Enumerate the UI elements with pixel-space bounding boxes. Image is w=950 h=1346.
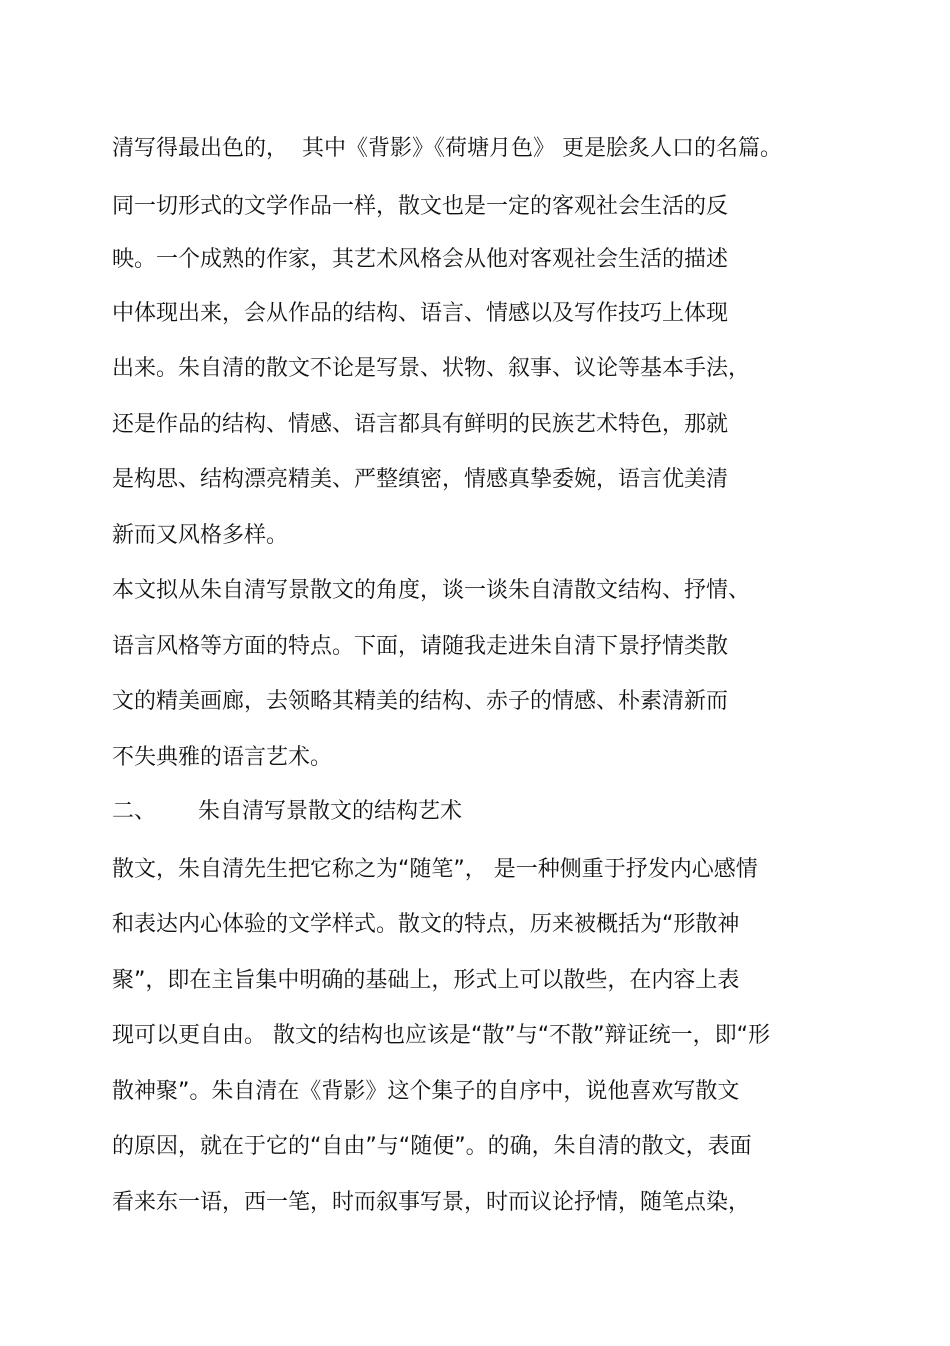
text-line: 中体现出来，会从作品的结构、语言、情感以及写作技巧上体现 bbox=[112, 301, 729, 326]
text-line: 的原因，就在于它的“自由”与“随便”。的确，朱自清的散文，表面 bbox=[112, 1134, 752, 1159]
text-line: 散神聚”。朱自清在《背影》这个集子的自序中，说他喜欢写散文 bbox=[112, 1079, 740, 1104]
section-heading: 二、 朱自清写景散文的结构艺术 bbox=[112, 799, 462, 824]
text-line: 映。一个成熟的作家，其艺术风格会从他对客观社会生活的描述 bbox=[112, 247, 729, 272]
text-line: 看来东一语，西一笔，时而叙事写景，时而议论抒情，随笔点染， bbox=[112, 1190, 751, 1215]
text-line: 聚”，即在主旨集中明确的基础上，形式上可以散些，在内容上表 bbox=[112, 968, 740, 993]
text-line: 不失典雅的语言艺术。 bbox=[112, 745, 333, 770]
text-line: 同一切形式的文学作品一样，散文也是一定的客观社会生活的反 bbox=[112, 194, 729, 219]
text-line: 还是作品的结构、情感、语言都具有鲜明的民族艺术特色，那就 bbox=[112, 412, 729, 437]
text-line: 新而又风格多样。 bbox=[112, 523, 289, 548]
text-line: 散文，朱自清先生把它称之为“随笔”， 是一种侧重于抒发内心感情 bbox=[112, 857, 758, 882]
text-line: 本文拟从朱自清写景散文的角度，谈一谈朱自清散文结构、抒情、 bbox=[112, 578, 751, 603]
text-line: 是构思、结构漂亮精美、严整缜密，情感真挚委婉，语言优美清 bbox=[112, 467, 729, 492]
text-line: 文的精美画廊，去领略其精美的结构、赤子的情感、朴素清新而 bbox=[112, 689, 729, 714]
text-line: 和表达内心体验的文学样式。散文的特点，历来被概括为“形散神 bbox=[112, 912, 740, 937]
text-line: 出来。朱自清的散文不论是写景、状物、叙事、议论等基本手法， bbox=[112, 356, 751, 381]
text-line: 清写得最出色的， 其中《背影》《荷塘月色》 更是脍炙人口的名篇。 bbox=[112, 136, 782, 161]
text-line: 语言风格等方面的特点。下面，请随我走进朱自清下景抒情类散 bbox=[112, 634, 729, 659]
text-line: 现可以更自由。 散文的结构也应该是“散”与“不散”辩证统一，即“形 bbox=[112, 1023, 770, 1048]
